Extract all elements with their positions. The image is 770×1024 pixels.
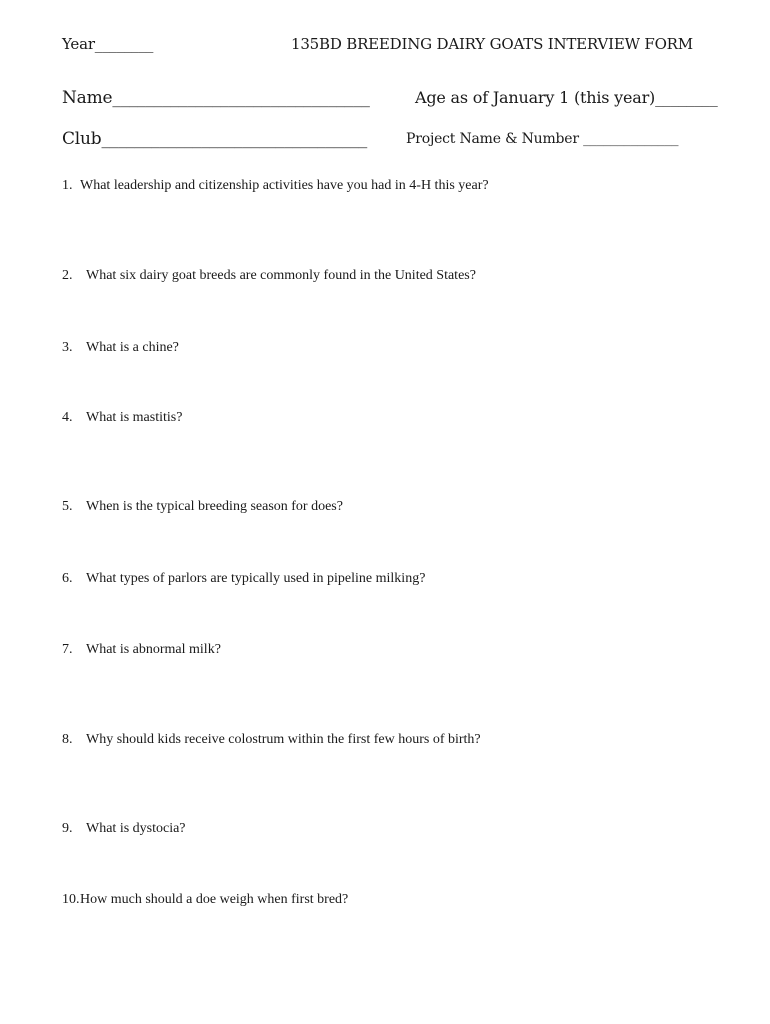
question-7 <box>62 642 221 658</box>
question-text: What is a chine? <box>86 340 179 355</box>
question-number: 2. <box>62 268 73 283</box>
question-text: What types of parlors are typically used in pipeline milking? <box>86 571 426 586</box>
question-number: 1. <box>62 178 73 193</box>
question-text: How much should a doe weigh when first bred? <box>80 892 349 907</box>
question-text: What leadership and citizenship activities have you had in 4-H this year? <box>80 178 489 193</box>
age-field[interactable]: Age as of January 1 (this year)________ <box>415 88 718 107</box>
question-number: 9. <box>62 821 73 836</box>
question-2 <box>62 268 476 284</box>
club-field[interactable]: Club________________________________ <box>62 129 368 149</box>
question-number: 7. <box>62 642 73 657</box>
question-1 <box>62 178 489 194</box>
question-number: 5. <box>62 499 73 514</box>
question-text: When is the typical breeding season for does? <box>86 499 343 514</box>
question-3 <box>62 340 179 356</box>
question-text: Why should kids receive colostrum within the first few hours of birth? <box>86 732 481 747</box>
question-text: What six dairy goat breeds are commonly found in the United States? <box>86 268 476 283</box>
question-number: 10. <box>62 892 80 907</box>
question-5 <box>62 499 343 515</box>
question-8 <box>62 732 481 748</box>
question-6 <box>62 571 425 587</box>
question-9 <box>62 821 186 837</box>
question-text: What is abnormal milk? <box>86 642 221 657</box>
question-text: What is dystocia? <box>86 821 186 836</box>
form-title: 135BD BREEDING DAIRY GOATS INTERVIEW FORM <box>291 35 693 53</box>
project-field[interactable]: Project Name & Number ______________ <box>406 131 679 147</box>
year-field[interactable]: Year________ <box>62 35 154 53</box>
question-4 <box>62 410 182 426</box>
question-number: 4. <box>62 410 73 425</box>
question-number: 3. <box>62 340 73 355</box>
name-field[interactable]: Name_______________________________ <box>62 88 370 108</box>
question-number: 8. <box>62 732 73 747</box>
question-text: What is mastitis? <box>86 410 183 425</box>
question-10 <box>62 892 348 908</box>
question-number: 6. <box>62 571 73 586</box>
